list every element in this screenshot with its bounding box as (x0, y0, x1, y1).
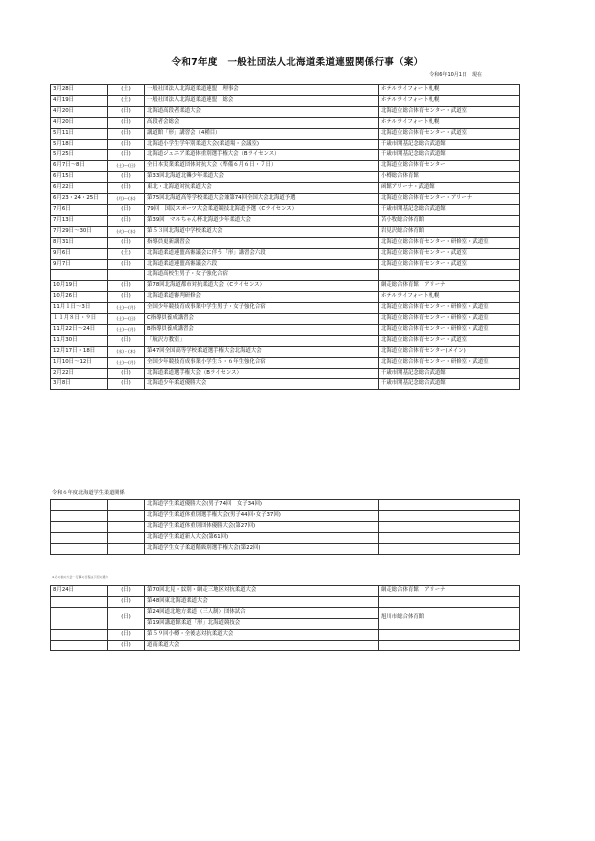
event-date-cell: 3月28日 (51, 85, 108, 96)
event-name-cell: 北海道柔道連盟高審議会六段 (145, 259, 379, 270)
table-row (51, 259, 520, 270)
event-day-cell (108, 532, 145, 543)
event-date-cell: 2月22日 (51, 368, 108, 379)
table-row (51, 194, 520, 205)
table-row (51, 640, 520, 651)
event-day-cell: (日) (108, 237, 145, 248)
event-date-cell: 6月23・24・25日 (51, 194, 108, 205)
event-name-cell: B指導員養成講習会 (145, 324, 379, 335)
table-row (51, 357, 520, 368)
event-day-cell: (土)～(日) (108, 314, 145, 325)
event-name-cell: 第39回 マルちゃん杯北海道少年柔道大会 (145, 215, 379, 226)
event-date-cell: １１月８日・９日 (51, 314, 108, 325)
event-date-cell: 5月18日 (51, 139, 108, 150)
event-day-cell: (日) (108, 379, 145, 390)
event-venue-cell: 千歳市開基記念総合武道館 (379, 139, 520, 150)
event-name-cell: 第33回北海道北聾少年柔道大会 (145, 172, 379, 183)
event-venue-cell: 北海道立総合体育センター・武道室 (379, 248, 520, 259)
table-row (51, 346, 520, 357)
table-row (51, 139, 520, 150)
as-of-date: 令和6年10月1日 現在 (429, 72, 482, 78)
other-events-note: ※その他の大会・行事の日程は下記の通り (52, 575, 109, 579)
event-name-cell: 北海道小学生学年別柔道大会(柔道場・会議室) (145, 139, 379, 150)
event-name-cell: 北海道高校生男子・女子強化合宿 (145, 270, 379, 281)
event-name-cell: C指導員養成講習会 (145, 314, 379, 325)
event-day-cell: (土)～(月) (108, 357, 145, 368)
event-name-cell: 東北・北海道対抗柔道大会 (145, 183, 379, 194)
table-row (51, 314, 520, 325)
table-row (51, 629, 520, 640)
event-name-cell: 第５９回小樽・全後志対抗柔道大会 (145, 629, 379, 640)
page-title: 令和7年度 一般社団法人北海道柔道連盟関係行事（案） (171, 57, 424, 68)
event-day-cell: (水)・(木) (108, 346, 145, 357)
event-date-cell (51, 521, 108, 532)
table-row (51, 237, 520, 248)
event-venue-cell: 北海道立総合体育センター (379, 161, 520, 172)
event-venue-cell: 千歳市開基記念総合武道館 (379, 204, 520, 215)
event-venue-cell: ホテルライフォート札幌 (379, 117, 520, 128)
event-name-cell: 高段者会総会 (145, 117, 379, 128)
event-name-cell: 北海道少年柔道優勝大会 (145, 379, 379, 390)
event-venue-cell: ホテルライフォート札幌 (379, 85, 520, 96)
table-row (51, 106, 520, 117)
event-day-cell: (日) (108, 607, 145, 629)
event-name-cell: 「航沢方教室」 (145, 335, 379, 346)
event-date-cell: 12月17日・18日 (51, 346, 108, 357)
event-day-cell: (日) (108, 259, 145, 270)
table-row (51, 596, 520, 607)
table-row (51, 292, 520, 303)
event-name-cell: 北海道柔道審判研修会 (145, 292, 379, 303)
table-row (51, 85, 520, 96)
event-date-cell (51, 640, 108, 651)
event-date-cell: 6月7日～8日 (51, 161, 108, 172)
event-day-cell: (日) (108, 139, 145, 150)
event-date-cell (51, 270, 108, 281)
table-row (51, 183, 520, 194)
event-date-cell: 4月19日 (51, 95, 108, 106)
event-name-cell: 第５３回北海道中学校柔道大会 (145, 226, 379, 237)
event-name-cell: 北海道学生女子柔道階級別選手権大会(第22回) (145, 543, 379, 554)
event-name-cell: 道南柔道大会 (145, 640, 379, 651)
event-venue-cell: 苫小牧総合体育館 (379, 215, 520, 226)
event-day-cell: (土) (108, 95, 145, 106)
event-day-cell: (日) (108, 106, 145, 117)
event-venue-cell: 北海道立総合体育センター・研修室・武道室 (379, 237, 520, 248)
event-venue-cell: 北海道立総合体育センター・研修室・武道室 (379, 314, 520, 325)
other-events-table (50, 585, 520, 651)
event-date-cell: 8月24日 (51, 586, 108, 597)
table-row (51, 172, 520, 183)
event-date-cell: 6月15日 (51, 172, 108, 183)
event-date-cell: 7月13日 (51, 215, 108, 226)
event-date-cell: 10月19日 (51, 281, 108, 292)
event-day-cell: (土)～(日) (108, 161, 145, 172)
event-day-cell: (日) (108, 150, 145, 161)
event-day-cell (108, 500, 145, 511)
table-row (51, 150, 520, 161)
event-name-cell: 第48回東北海道柔道大会 (145, 596, 379, 607)
event-venue-cell: 旭川市総合体育館 (379, 607, 520, 629)
event-day-cell (108, 510, 145, 521)
event-name-cell: 北海道学生柔道優勝大会(男子74回 女子34回) (145, 500, 379, 511)
event-date-cell (51, 500, 108, 511)
event-day-cell (108, 270, 145, 281)
event-venue-cell (379, 543, 520, 554)
event-day-cell: (日) (108, 215, 145, 226)
event-day-cell: (日) (108, 183, 145, 194)
table-row (51, 248, 520, 259)
table-row (51, 161, 520, 172)
event-day-cell: (日) (108, 629, 145, 640)
table-row (51, 543, 520, 554)
event-date-cell: 1月10日～12日 (51, 357, 108, 368)
event-date-cell: 11月30日 (51, 335, 108, 346)
event-venue-cell (379, 510, 520, 521)
table-row (51, 215, 520, 226)
event-date-cell: 11月22日～24日 (51, 324, 108, 335)
event-day-cell: (日) (108, 117, 145, 128)
event-venue-cell: 函館アリーナ・武道館 (379, 183, 520, 194)
table-row (51, 586, 520, 597)
event-day-cell: (月)～(水) (108, 194, 145, 205)
table-row (51, 510, 520, 521)
event-venue-cell: 北海道立総合体育センター・武道室 (379, 335, 520, 346)
event-name-cell: 一般社団法人北海道柔道連盟 理事会 (145, 85, 379, 96)
event-day-cell: (土)～(月) (108, 303, 145, 314)
event-date-cell: 9月7日 (51, 259, 108, 270)
event-name-cell: 北海道柔道連盟高審議会に伴う「形」講習会六段 (145, 248, 379, 259)
event-day-cell: (日) (108, 281, 145, 292)
event-date-cell: 5月11日 (51, 128, 108, 139)
event-day-cell (108, 521, 145, 532)
event-date-cell: 6月22日 (51, 183, 108, 194)
event-name-cell: 北海道学生柔道体重別団体優勝大会(第27回) (145, 521, 379, 532)
event-day-cell: (土) (108, 248, 145, 259)
table-row (51, 521, 520, 532)
event-date-cell (51, 596, 108, 607)
schedule-table (50, 84, 520, 390)
event-date-cell: 11月１日～3日 (51, 303, 108, 314)
event-venue-cell: 北海道立総合体育センター(メイン) (379, 346, 520, 357)
event-date-cell (51, 629, 108, 640)
table-row (51, 128, 520, 139)
event-venue-cell: 北海道立総合体育センター・武道室 (379, 106, 520, 117)
event-date-cell: 3月8日 (51, 379, 108, 390)
event-venue-cell: 北海道立総合体育センター・武道室 (379, 259, 520, 270)
table-row (51, 303, 520, 314)
event-date-cell (51, 543, 108, 554)
event-name-cell: 全日本実業柔道団体対抗大会（準備６月６日・７日） (145, 161, 379, 172)
event-venue-cell: ホテルライフォート札幌 (379, 292, 520, 303)
event-venue-cell: 北海道立総合体育センター・研修室・武道室 (379, 303, 520, 314)
table-row (51, 95, 520, 106)
table-row (51, 270, 520, 281)
table-row (51, 204, 520, 215)
event-date-cell: 7月6日 (51, 204, 108, 215)
table-row (51, 117, 520, 128)
table-row (51, 324, 520, 335)
event-venue-cell (379, 629, 520, 640)
event-name-cell: 第24回道北地方柔道（三人制）団体試合 (145, 607, 379, 618)
event-name-cell: 第19回講道館柔道「形」北海道競技会 (145, 618, 379, 629)
event-date-cell: 8月31日 (51, 237, 108, 248)
event-name-cell: 第47回全国高等学校柔道選手権大会北海道大会 (145, 346, 379, 357)
event-venue-cell: 岩見沢総合体育館 (379, 226, 520, 237)
event-day-cell: (日) (108, 586, 145, 597)
event-day-cell: (日) (108, 596, 145, 607)
event-date-cell: 5月25日 (51, 150, 108, 161)
event-date-cell (51, 607, 108, 629)
table-row (51, 281, 520, 292)
event-day-cell: (土) (108, 85, 145, 96)
event-venue-cell: 千歳市開基記念総合武道館 (379, 379, 520, 390)
event-day-cell: (日) (108, 172, 145, 183)
event-day-cell: (日) (108, 640, 145, 651)
table-row (51, 500, 520, 511)
event-date-cell: 7月29日～30日 (51, 226, 108, 237)
event-venue-cell: 北海道立総合体育センター・研修室・武道室 (379, 324, 520, 335)
event-name-cell: 一般社団法人北海道柔道連盟 総会 (145, 95, 379, 106)
event-date-cell (51, 532, 108, 543)
event-day-cell: (土)～(月) (108, 324, 145, 335)
event-venue-cell (379, 596, 520, 607)
event-name-cell: 北海道学生柔道新人大会(第61回) (145, 532, 379, 543)
event-name-cell: 全国少年競技育成事業中学生男子・女子強化合宿 (145, 303, 379, 314)
event-date-cell: 4月20日 (51, 117, 108, 128)
event-venue-cell (379, 532, 520, 543)
event-name-cell: 指導員更新講習会 (145, 237, 379, 248)
event-venue-cell: 北海道立総合体育センター・武道室 (379, 128, 520, 139)
event-venue-cell (379, 500, 520, 511)
event-day-cell: (火)～(水) (108, 226, 145, 237)
event-venue-cell (379, 270, 520, 281)
event-venue-cell: 網走総合体育館 アリーナ (379, 586, 520, 597)
student-table (50, 499, 520, 555)
event-venue-cell (379, 521, 520, 532)
table-row (51, 607, 520, 618)
table-row (51, 226, 520, 237)
event-date-cell (51, 510, 108, 521)
event-day-cell (108, 543, 145, 554)
event-name-cell: 第70回北見・紋別・網走三地区対抗柔道大会 (145, 586, 379, 597)
event-name-cell: 全国少年競技育成事業小学生５・６年生強化合宿 (145, 357, 379, 368)
table-row (51, 368, 520, 379)
event-venue-cell: 小樽総合体育館 (379, 172, 520, 183)
event-name-cell: 講道館「形」講習会（4種目） (145, 128, 379, 139)
event-day-cell: (日) (108, 128, 145, 139)
event-venue-cell (379, 640, 520, 651)
event-day-cell: (日) (108, 204, 145, 215)
event-day-cell: (日) (108, 292, 145, 303)
table-row (51, 335, 520, 346)
table-row (51, 379, 520, 390)
table-row (51, 532, 520, 543)
student-section-caption: 令和６年度北海道学生柔道関係 (52, 490, 125, 496)
event-day-cell: (日) (108, 335, 145, 346)
event-date-cell: 9月6日 (51, 248, 108, 259)
event-name-cell: 北海道ジュニア柔道体重別選手権大会（Bライセンス） (145, 150, 379, 161)
event-name-cell: 北海道高段者柔道大会 (145, 106, 379, 117)
event-venue-cell: 北海道立総合体育センター・アリーナ (379, 194, 520, 205)
event-venue-cell: 北海道立総合体育センター・研修室・武道室 (379, 357, 520, 368)
event-name-cell: 第78回北海道都市対抗柔道大会（Cライセンス） (145, 281, 379, 292)
event-date-cell: 10月26日 (51, 292, 108, 303)
event-name-cell: 北海道学生柔道体重別選手権大会(男子44回･女子37回) (145, 510, 379, 521)
event-name-cell: 79回 国民スポーツ大会柔道競技北海道予選（Cライセンス） (145, 204, 379, 215)
event-name-cell: 北海道柔道選手権大会（Bライセンス） (145, 368, 379, 379)
event-venue-cell: 網走総合体育館 アリーナ (379, 281, 520, 292)
event-venue-cell: ホテルライフォート札幌 (379, 95, 520, 106)
event-venue-cell: 千歳市開基記念総合武道館 (379, 150, 520, 161)
event-name-cell: 第75回北海道高等学校柔道大会兼第74回全国大会北海道予選 (145, 194, 379, 205)
event-venue-cell: 千歳市開基記念総合武道館 (379, 368, 520, 379)
event-day-cell: (日) (108, 368, 145, 379)
event-date-cell: 4月20日 (51, 106, 108, 117)
